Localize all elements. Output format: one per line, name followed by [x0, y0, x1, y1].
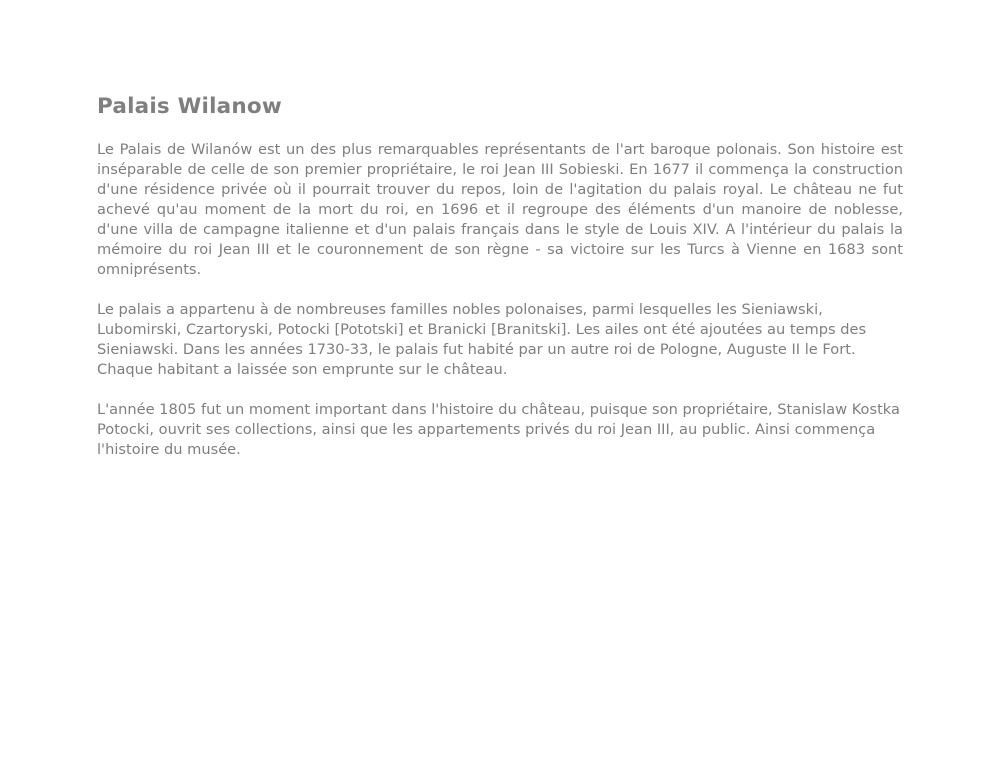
paragraph-history: Le Palais de Wilanów est un des plus remarquables représentants de l'art baroque polonais. Son histoire est inséparable de celle de son premier propriétaire, le roi Jean III Sobieski. En 1677 il commença la construction d'une résidence privée où il pourrait trouver du repos, loin de l'agitation du palais royal. Le château ne fut achevé qu'au moment de la mort du roi, en 1696 et il regroupe des éléments d'un manoire de noblesse, d'une villa de campagne italienne et d'un palais français dans le style de Louis XIV. A l'intérieur du palais la mémoire du roi Jean III et le couronnement de son règne - sa victoire sur les Turcs à Vienne en 1683 sont omniprésents. — [97, 141, 903, 278]
paragraph-museum: L'année 1805 fut un moment important dans l'histoire du château, puisque son propriétaire, Stanislaw Kostka Potocki, ouvrit ses collections, ainsi que les appartements privés du roi Jean III, au public. Ainsi commença l'histoire du musée. — [97, 401, 900, 458]
paragraph-owners: Le palais a appartenu à de nombreuses familles nobles polonaises, parmi lesquelles les Sieniawski, Lubomirski, Czartoryski, Potocki [Pototski] et Branicki [Branitski]. Les ailes ont été ajoutées au temps des Sieniawski. Dans les années 1730-33, le palais fut habité par un autre roi de Pologne, Auguste II le Fort. Chaque habitant a laissée son emprunte sur le château. — [97, 301, 867, 378]
document-page — [97, 92, 903, 480]
document-title: Palais Wilanow — [97, 94, 282, 119]
